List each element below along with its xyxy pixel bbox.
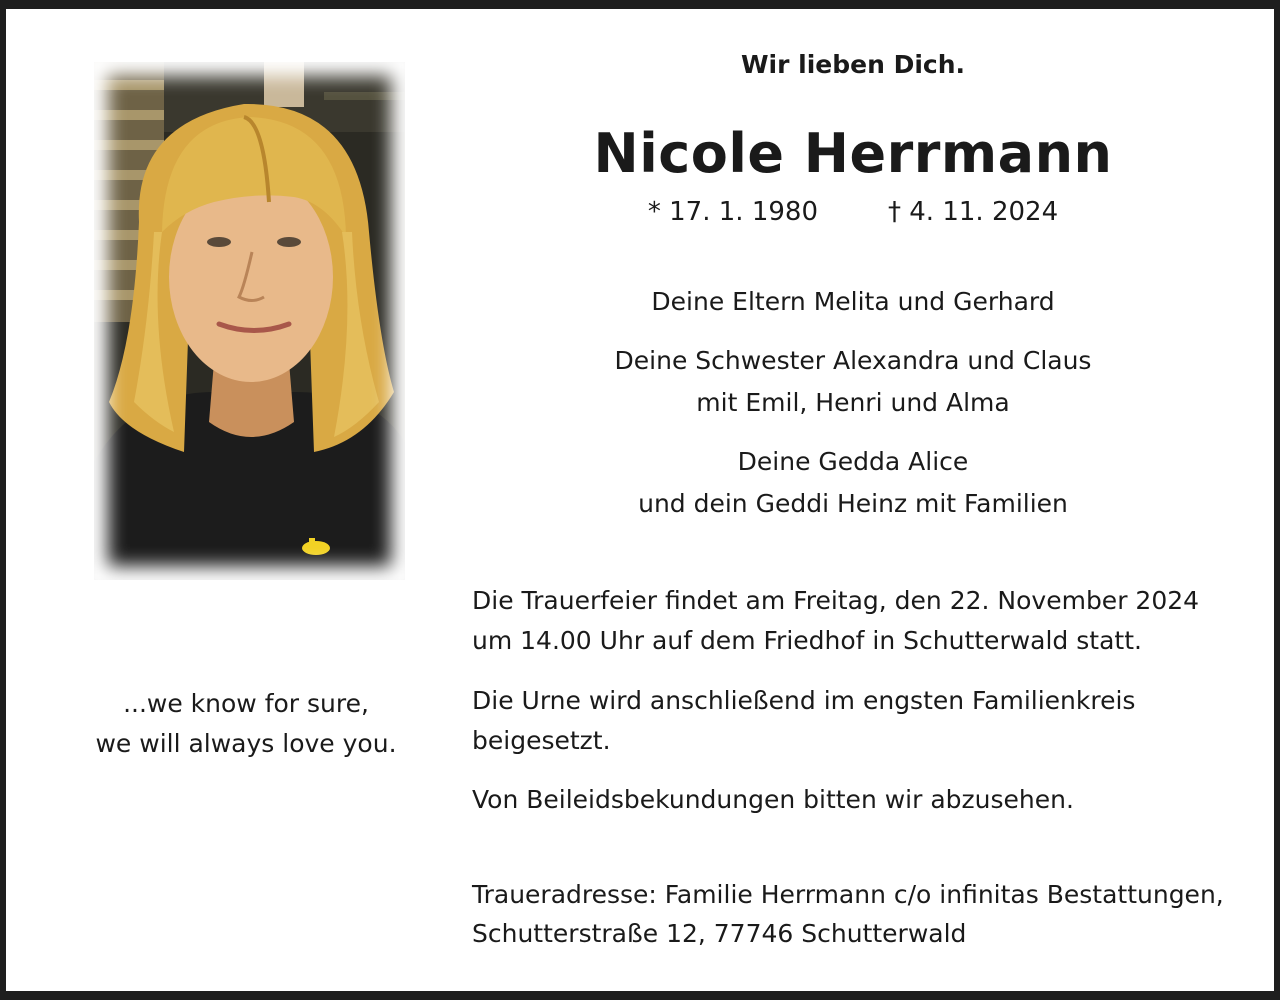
address-line-2: Schutterstraße 12, 77746 Schutterwald: [472, 919, 967, 948]
deceased-name: Nicole Herrmann: [593, 122, 1113, 185]
right-eye: [277, 237, 301, 247]
portrait-illustration: [94, 62, 405, 580]
family-sister-line-1: Deine Schwester Alexandra und Claus: [614, 346, 1092, 375]
urn-line-2: beigesetzt.: [472, 726, 611, 755]
motto: Wir lieben Dich.: [740, 50, 966, 79]
portrait-photo: [94, 62, 405, 580]
family-grandparents-line-2: und dein Geddi Heinz mit Familien: [638, 489, 1068, 518]
urn-line-1: Die Urne wird anschließend im engsten Familienkreis: [472, 686, 1136, 715]
left-eye: [207, 237, 231, 247]
address-line-1: Traueradresse: Familie Herrmann c/o infinitas Bestattungen,: [472, 880, 1224, 909]
life-dates: [450, 197, 1256, 227]
yellow-pin: [302, 541, 330, 555]
condolences-note: Von Beileidsbekundungen bitten wir abzusehen.: [472, 785, 1074, 814]
death-date: † 4. 11. 2024: [888, 197, 1059, 227]
ceremony-line-1: Die Trauerfeier findet am Freitag, den 22. November 2024: [472, 586, 1200, 615]
family-sister-line-2: mit Emil, Henri und Alma: [696, 388, 1010, 417]
birth-date: * 17. 1. 1980: [647, 197, 818, 227]
quote-line-1: ...we know for sure,: [123, 689, 369, 718]
quote-line-2: we will always love you.: [95, 729, 397, 758]
ceremony-line-2: um 14.00 Uhr auf dem Friedhof in Schutterwald statt.: [472, 626, 1142, 655]
family-parents: Deine Eltern Melita und Gerhard: [651, 287, 1055, 316]
english-quote: [60, 684, 432, 764]
family-grandparents-line-1: Deine Gedda Alice: [737, 447, 969, 476]
